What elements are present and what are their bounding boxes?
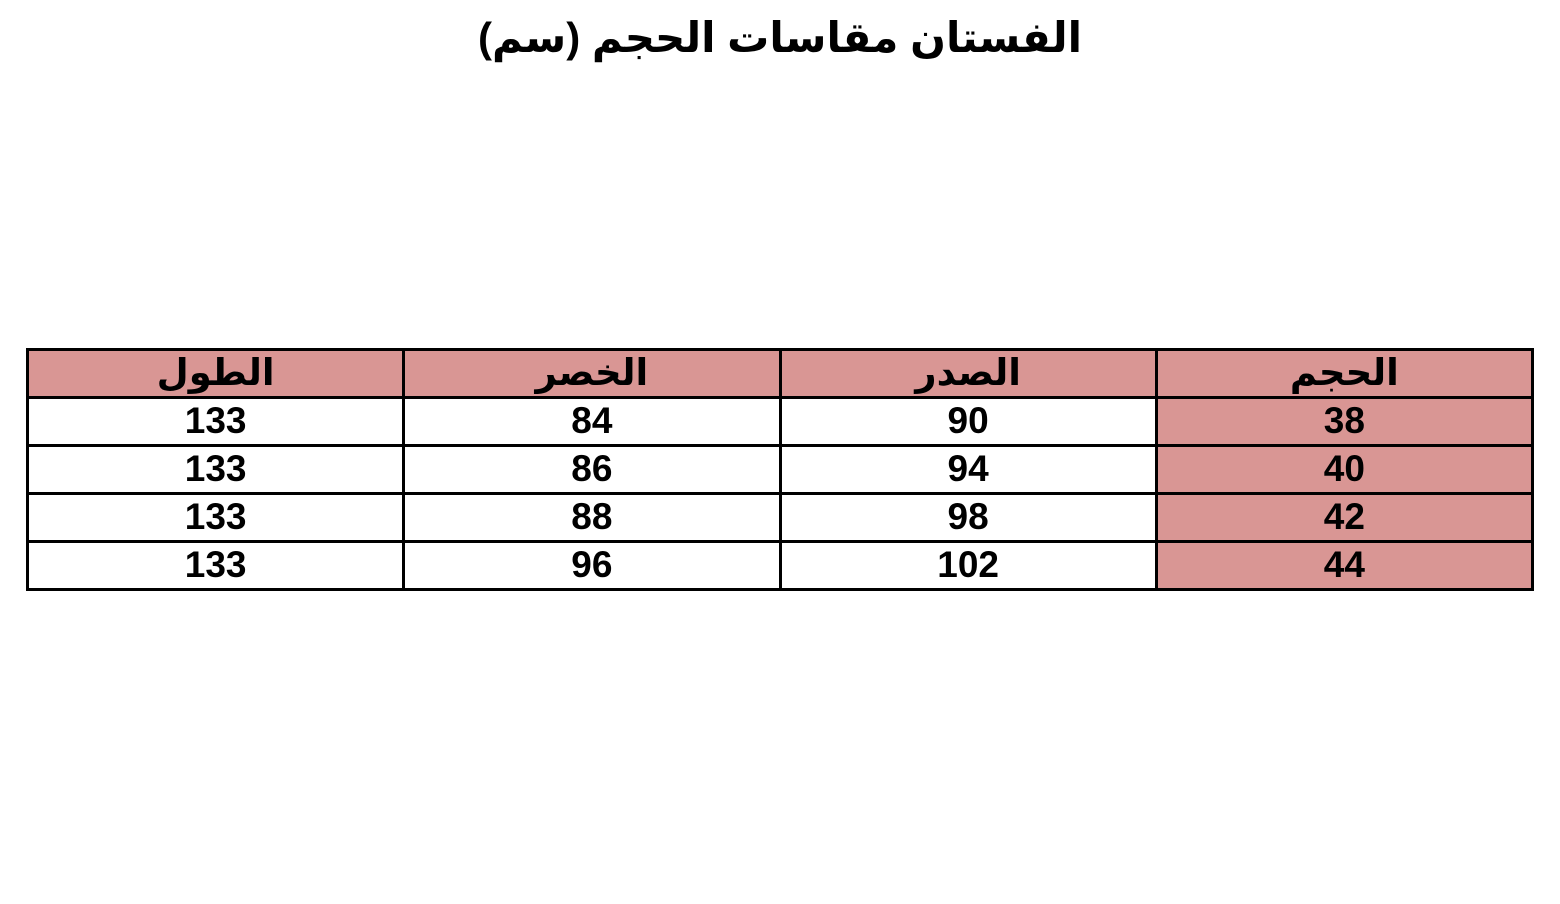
cell-size: 38 <box>1156 398 1532 446</box>
table-row <box>28 542 1533 590</box>
cell-length: 133 <box>28 398 404 446</box>
table-row <box>28 398 1533 446</box>
size-chart-table <box>26 348 1534 591</box>
page-title: الفستان مقاسات الحجم (سم) <box>477 14 1083 61</box>
header-row <box>28 350 1533 398</box>
table-row <box>28 446 1533 494</box>
cell-size: 40 <box>1156 446 1532 494</box>
cell-chest: 90 <box>780 398 1156 446</box>
cell-size: 42 <box>1156 494 1532 542</box>
table-header <box>28 350 1533 398</box>
column-header-size: الحجم <box>1156 350 1532 398</box>
column-header-length: الطول <box>28 350 404 398</box>
cell-length: 133 <box>28 494 404 542</box>
column-header-chest: الصدر <box>780 350 1156 398</box>
column-header-waist: الخصر <box>404 350 780 398</box>
cell-waist: 86 <box>404 446 780 494</box>
cell-size: 44 <box>1156 542 1532 590</box>
cell-waist: 96 <box>404 542 780 590</box>
cell-length: 133 <box>28 446 404 494</box>
cell-waist: 84 <box>404 398 780 446</box>
cell-waist: 88 <box>404 494 780 542</box>
cell-chest: 102 <box>780 542 1156 590</box>
table-row <box>28 494 1533 542</box>
cell-chest: 94 <box>780 446 1156 494</box>
table-body <box>28 398 1533 590</box>
cell-chest: 98 <box>780 494 1156 542</box>
cell-length: 133 <box>28 542 404 590</box>
